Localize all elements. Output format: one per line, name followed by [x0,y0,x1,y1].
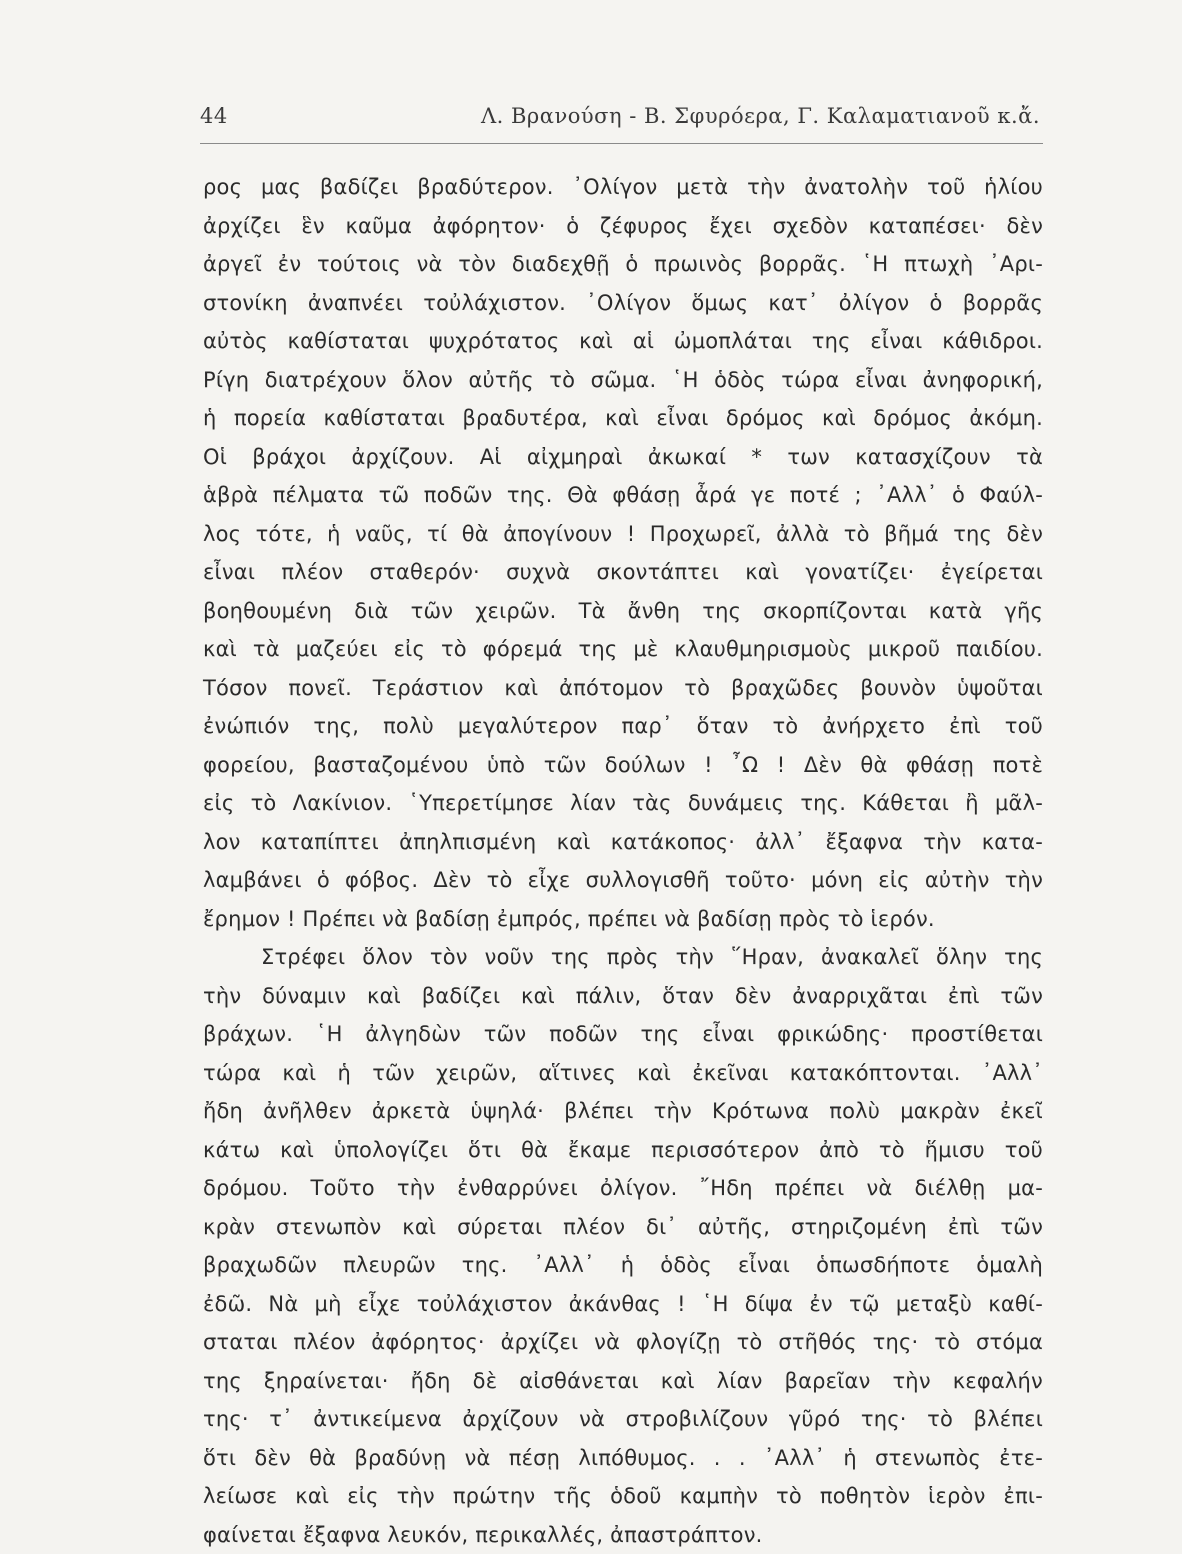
text-line: Τόσον πονεῖ. Τεράστιον καὶ ἀπότομον τὸ βραχῶδες βουνὸν ὑψοῦται [203,669,1043,708]
text-line: σταται πλέον ἀφόρητος· ἀρχίζει νὰ φλογίζῃ τὸ στῆθός της· τὸ στόμα [203,1323,1043,1362]
text-line: εἰς τὸ Λακίνιον. ῾Υπερετίμησε λίαν τὰς δυνάμεις της. Κάθεται ἢ μᾶλ- [203,784,1043,823]
text-line: κάτω καὶ ὑπολογίζει ὅτι θὰ ἔκαμε περισσότερον ἀπὸ τὸ ἥμισυ τοῦ [203,1131,1043,1170]
text-line: ἤδη ἀνῆλθεν ἀρκετὰ ὑψηλά· βλέπει τὴν Κρότωνα πολὺ μακρὰν ἐκεῖ [203,1092,1043,1131]
text-line: βραχωδῶν πλευρῶν της. ᾿Αλλ᾿ ἡ ὁδὸς εἶναι ὁπωσδήποτε ὁμαλὴ [203,1246,1043,1285]
text-line: δρόμου. Τοῦτο τὴν ἐνθαρρύνει ὀλίγον. ῎Ηδη πρέπει νὰ διέλθῃ μα- [203,1169,1043,1208]
text-line: ρος μας βαδίζει βραδύτερον. ᾿Ολίγον μετὰ τὴν ἀνατολὴν τοῦ ἡλίου [203,168,1043,207]
text-line: αὐτὸς καθίσταται ψυχρότατος καὶ αἱ ὠμοπλάται της εἶναι κάθιδροι. [203,322,1043,361]
body-text [203,168,1043,1554]
text-line: ἐδῶ. Νὰ μὴ εἶχε τοὐλάχιστον ἀκάνθας ! ῾Η δίψα ἐν τῷ μεταξὺ καθί- [203,1285,1043,1324]
text-line: λείωσε καὶ εἰς τὴν πρώτην τῆς ὁδοῦ καμπὴν τὸ ποθητὸν ἱερὸν ἐπι- [203,1477,1043,1516]
text-line: Ρίγη διατρέχουν ὅλον αὐτῆς τὸ σῶμα. ῾Η ὁδὸς τώρα εἶναι ἀνηφορική, [203,361,1043,400]
text-line: βοηθουμένη διὰ τῶν χειρῶν. Τὰ ἄνθη της σκορπίζονται κατὰ γῆς [203,592,1043,631]
text-line: λαμβάνει ὁ φόβος. Δὲν τὸ εἶχε συλλογισθῆ τοῦτο· μόνη εἰς αὐτὴν τὴν [203,861,1043,900]
text-line: της ξηραίνεται· ἤδη δὲ αἰσθάνεται καὶ λίαν βαρεῖαν τὴν κεφαλήν [203,1362,1043,1401]
text-line: ἁβρὰ πέλματα τῶ ποδῶν της. Θὰ φθάσῃ ἆρά γε ποτέ ; ᾿Αλλ᾿ ὁ Φαύλ- [203,476,1043,515]
text-line: ἀργεῖ ἐν τούτοις νὰ τὸν διαδεχθῇ ὁ πρωινὸς βορρᾶς. ῾Η πτωχὴ ᾿Αρι- [203,245,1043,284]
text-line: στονίκη ἀναπνέει τοὐλάχιστον. ᾿Ολίγον ὅμως κατ᾿ ὀλίγον ὁ βορρᾶς [203,284,1043,323]
text-line: εἶναι πλέον σταθερόν· συχνὰ σκοντάπτει καὶ γονατίζει· ἐγείρεται [203,553,1043,592]
text-line: ἔρημον ! Πρέπει νὰ βαδίσῃ ἐμπρός, πρέπει νὰ βαδίσῃ πρὸς τὸ ἱερόν. [203,900,1043,939]
text-line: Οἱ βράχοι ἀρχίζουν. Αἱ αἰχμηραὶ ἀκωκαί * των κατασχίζουν τὰ [203,438,1043,477]
text-line: τὴν δύναμιν καὶ βαδίζει καὶ πάλιν, ὅταν δὲν ἀναρριχᾶται ἐπὶ τῶν [203,977,1043,1016]
text-line: λον καταπίπτει ἀπηλπισμένη καὶ κατάκοπος· ἀλλ᾿ ἔξαφνα τὴν κατα- [203,823,1043,862]
header-rule [200,143,1043,144]
text-line: βράχων. ῾Η ἀλγηδὼν τῶν ποδῶν της εἶναι φρικώδης· προστίθεται [203,1015,1043,1054]
page-header [200,98,1040,132]
text-line: τώρα καὶ ἡ τῶν χειρῶν, αἵτινες καὶ ἐκεῖναι κατακόπτονται. ᾿Αλλ᾿ [203,1054,1043,1093]
text-line: ὅτι δὲν θὰ βραδύνῃ νὰ πέσῃ λιπόθυμος. . . ᾿Αλλ᾿ ἡ στενωπὸς ἐτε- [203,1439,1043,1478]
text-line: ἐνώπιόν της, πολὺ μεγαλύτερον παρ᾿ ὅταν τὸ ἀνήρχετο ἐπὶ τοῦ [203,707,1043,746]
text-line: της· τ᾿ ἀντικείμενα ἀρχίζουν νὰ στροβιλίζουν γῦρό της· τὸ βλέπει [203,1400,1043,1439]
text-line: καὶ τὰ μαζεύει εἰς τὸ φόρεμά της μὲ κλαυθμηρισμοὺς μικροῦ παιδίου. [203,630,1043,669]
text-line: φορείου, βασταζομένου ὑπὸ τῶν δούλων ! ῏Ω ! Δὲν θὰ φθάσῃ ποτὲ [203,746,1043,785]
text-line: λος τότε, ἡ ναῦς, τί θὰ ἀπογίνουν ! Προχωρεῖ, ἀλλὰ τὸ βῆμά της δὲν [203,515,1043,554]
text-line: κρὰν στενωπὸν καὶ σύρεται πλέον δι᾿ αὐτῆς, στηριζομένη ἐπὶ τῶν [203,1208,1043,1247]
page-number: 44 [200,104,228,128]
text-line: Στρέφει ὅλον τὸν νοῦν της πρὸς τὴν ῞Ηραν, ἀνακαλεῖ ὅλην της [203,938,1043,977]
text-line: φαίνεται ἔξαφνα λευκόν, περικαλλές, ἀπαστράπτον. [203,1516,1043,1554]
running-head: Λ. Βρανούση - Β. Σφυρόερα, Γ. Καλαματιανοῦ κ.ἄ. [481,104,1040,128]
text-line: ἀρχίζει ἓν καῦμα ἀφόρητον· ὁ ζέφυρος ἔχει σχεδὸν καταπέσει· δὲν [203,207,1043,246]
text-line: ἡ πορεία καθίσταται βραδυτέρα, καὶ εἶναι δρόμος καὶ δρόμος ἀκόμη. [203,399,1043,438]
